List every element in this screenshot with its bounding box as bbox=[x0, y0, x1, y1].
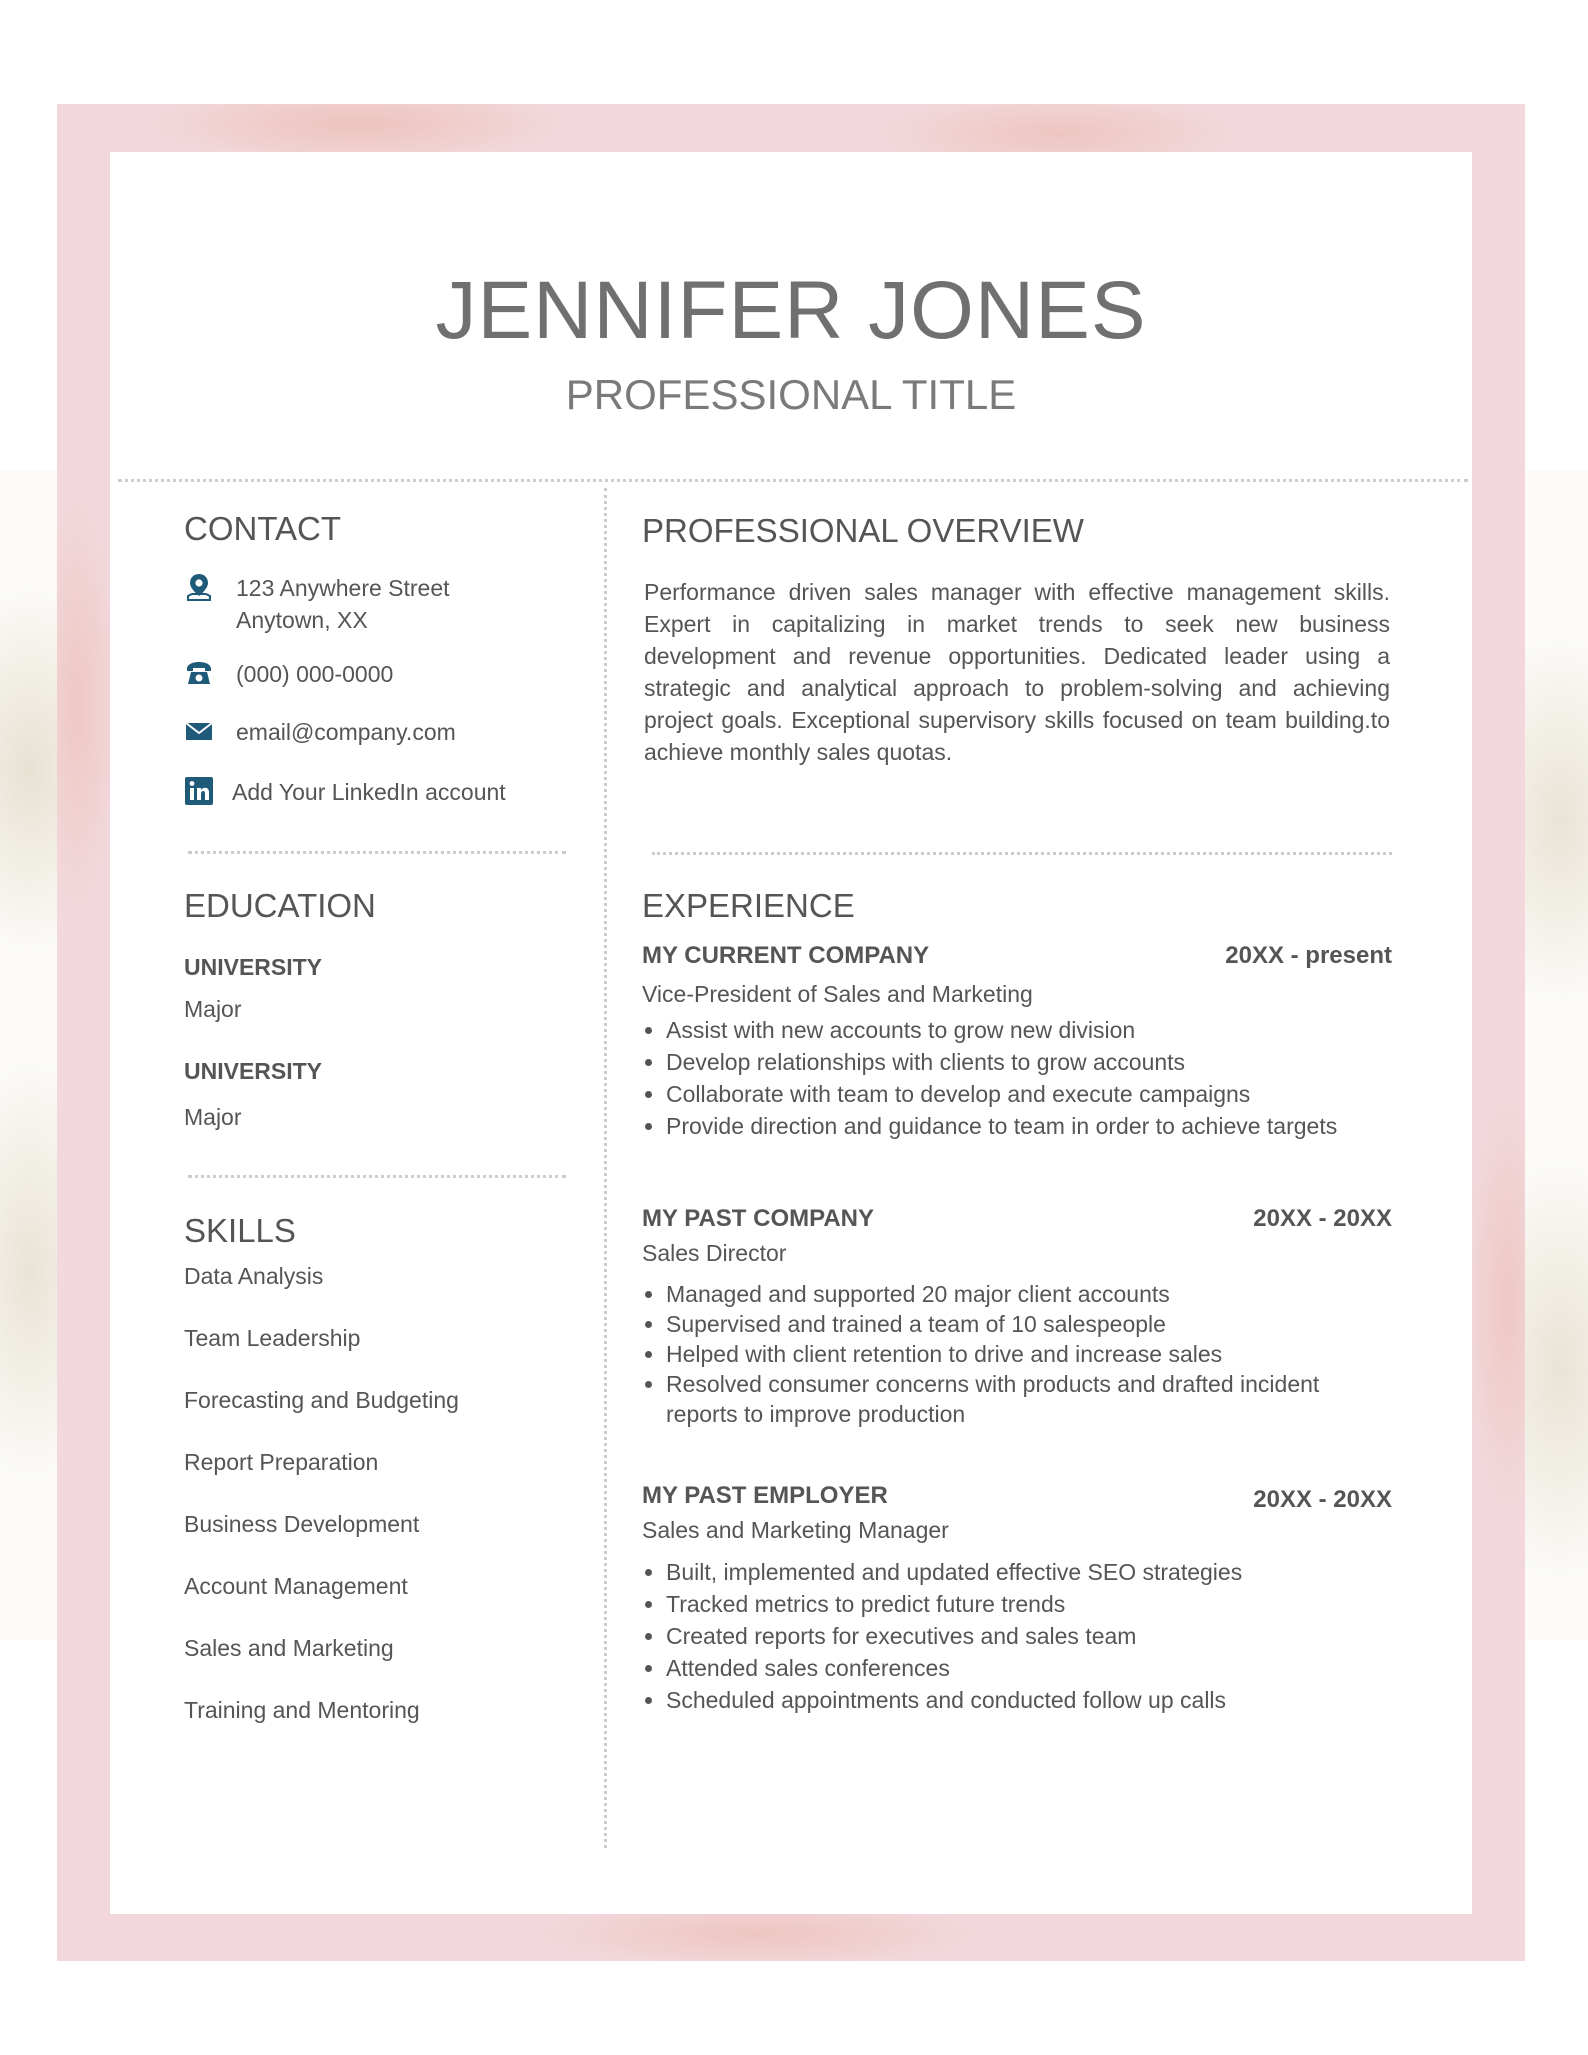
job-bullet: • Provide direction and guidance to team in order to achieve targets bbox=[666, 1110, 1392, 1142]
contact-divider bbox=[188, 851, 566, 854]
skill-item: Training and Mentoring bbox=[184, 1697, 420, 1723]
contact-heading: CONTACT bbox=[184, 510, 342, 547]
job-role: Sales and Marketing Manager bbox=[642, 1517, 949, 1543]
contact-address bbox=[184, 572, 450, 636]
phone-icon bbox=[184, 658, 214, 688]
overview-heading: PROFESSIONAL OVERVIEW bbox=[642, 512, 1084, 549]
job-role: Sales Director bbox=[642, 1240, 787, 1266]
education-school-1: UNIVERSITY bbox=[184, 954, 323, 980]
job-bullet: • Supervised and trained a team of 10 salespeople bbox=[666, 1309, 1356, 1339]
phone-number: (000) 000-0000 bbox=[236, 661, 394, 687]
skill-item: Team Leadership bbox=[184, 1325, 361, 1351]
job-role: Vice-President of Sales and Marketing bbox=[642, 981, 1033, 1007]
envelope-icon bbox=[184, 716, 214, 746]
contact-phone bbox=[184, 658, 393, 690]
education-heading: EDUCATION bbox=[184, 887, 376, 924]
education-divider bbox=[188, 1175, 566, 1178]
resume-page bbox=[110, 152, 1472, 1914]
job-bullets bbox=[642, 1556, 1392, 1716]
education-major-2: Major bbox=[184, 1104, 242, 1130]
address-line-1: 123 Anywhere Street bbox=[236, 575, 450, 601]
overview-divider bbox=[652, 852, 1392, 855]
job-company: MY PAST COMPANY bbox=[642, 1205, 875, 1232]
overview-text: Performance driven sales manager with effective management skills. Expert in capitalizing in market trends to seek new business development and revenue opportunities. Dedicated leader using a strategic and analytical approach to problem-solving and achieving project goals. Exceptional supervisory skills focused on team building.to achieve monthly sales quotas. bbox=[644, 579, 1390, 765]
job-bullet: • Scheduled appointments and conducted follow up calls bbox=[666, 1684, 1392, 1716]
skill-item: Account Management bbox=[184, 1573, 408, 1599]
education-school-2: UNIVERSITY bbox=[184, 1058, 323, 1084]
job-bullet: • Helped with client retention to drive and increase sales bbox=[666, 1339, 1356, 1369]
contact-email bbox=[184, 716, 456, 748]
location-pin-icon bbox=[184, 572, 214, 602]
skill-item: Forecasting and Budgeting bbox=[184, 1387, 459, 1413]
education-major-1: Major bbox=[184, 996, 242, 1022]
job-bullets bbox=[642, 1279, 1356, 1429]
job-dates: 20XX - 20XX bbox=[1253, 1486, 1392, 1513]
linkedin-icon bbox=[184, 776, 214, 806]
skill-item: Report Preparation bbox=[184, 1449, 379, 1475]
professional-title: PROFESSIONAL TITLE bbox=[565, 371, 1017, 418]
candidate-name: JENNIFER JONES bbox=[435, 265, 1147, 356]
experience-heading: EXPERIENCE bbox=[642, 887, 855, 924]
job-bullets bbox=[642, 1014, 1392, 1142]
job-bullet: • Attended sales conferences bbox=[666, 1652, 1392, 1684]
job-bullet: • Managed and supported 20 major client accounts bbox=[666, 1279, 1356, 1309]
header-divider bbox=[118, 479, 1468, 482]
address-line-2: Anytown, XX bbox=[236, 607, 368, 633]
job-company: MY PAST EMPLOYER bbox=[642, 1482, 888, 1509]
skills-list bbox=[184, 1260, 459, 1756]
skill-item: Data Analysis bbox=[184, 1263, 324, 1289]
job-dates: 20XX - 20XX bbox=[1253, 1205, 1392, 1232]
job-entry-1 bbox=[642, 940, 1392, 1142]
contact-linkedin bbox=[184, 776, 506, 808]
job-entry-3 bbox=[642, 1480, 1392, 1716]
job-bullet: • Tracked metrics to predict future trends bbox=[666, 1588, 1392, 1620]
job-bullet: • Resolved consumer concerns with products and drafted incident reports to improve production bbox=[666, 1369, 1356, 1429]
job-dates: 20XX - present bbox=[1225, 942, 1392, 969]
job-bullet: • Develop relationships with clients to grow accounts bbox=[666, 1046, 1392, 1078]
skill-item: Sales and Marketing bbox=[184, 1635, 394, 1661]
email-address: email@company.com bbox=[236, 719, 456, 745]
job-entry-2 bbox=[642, 1203, 1392, 1429]
skill-item: Business Development bbox=[184, 1511, 420, 1537]
job-company: MY CURRENT COMPANY bbox=[642, 942, 930, 969]
skills-heading: SKILLS bbox=[184, 1212, 296, 1249]
linkedin-text: Add Your LinkedIn account bbox=[232, 779, 506, 805]
job-bullet: • Collaborate with team to develop and execute campaigns bbox=[666, 1078, 1392, 1110]
job-bullet: • Created reports for executives and sales team bbox=[666, 1620, 1392, 1652]
job-bullet: • Assist with new accounts to grow new division bbox=[666, 1014, 1392, 1046]
column-divider bbox=[604, 488, 607, 1848]
job-bullet: • Built, implemented and updated effective SEO strategies bbox=[666, 1556, 1392, 1588]
